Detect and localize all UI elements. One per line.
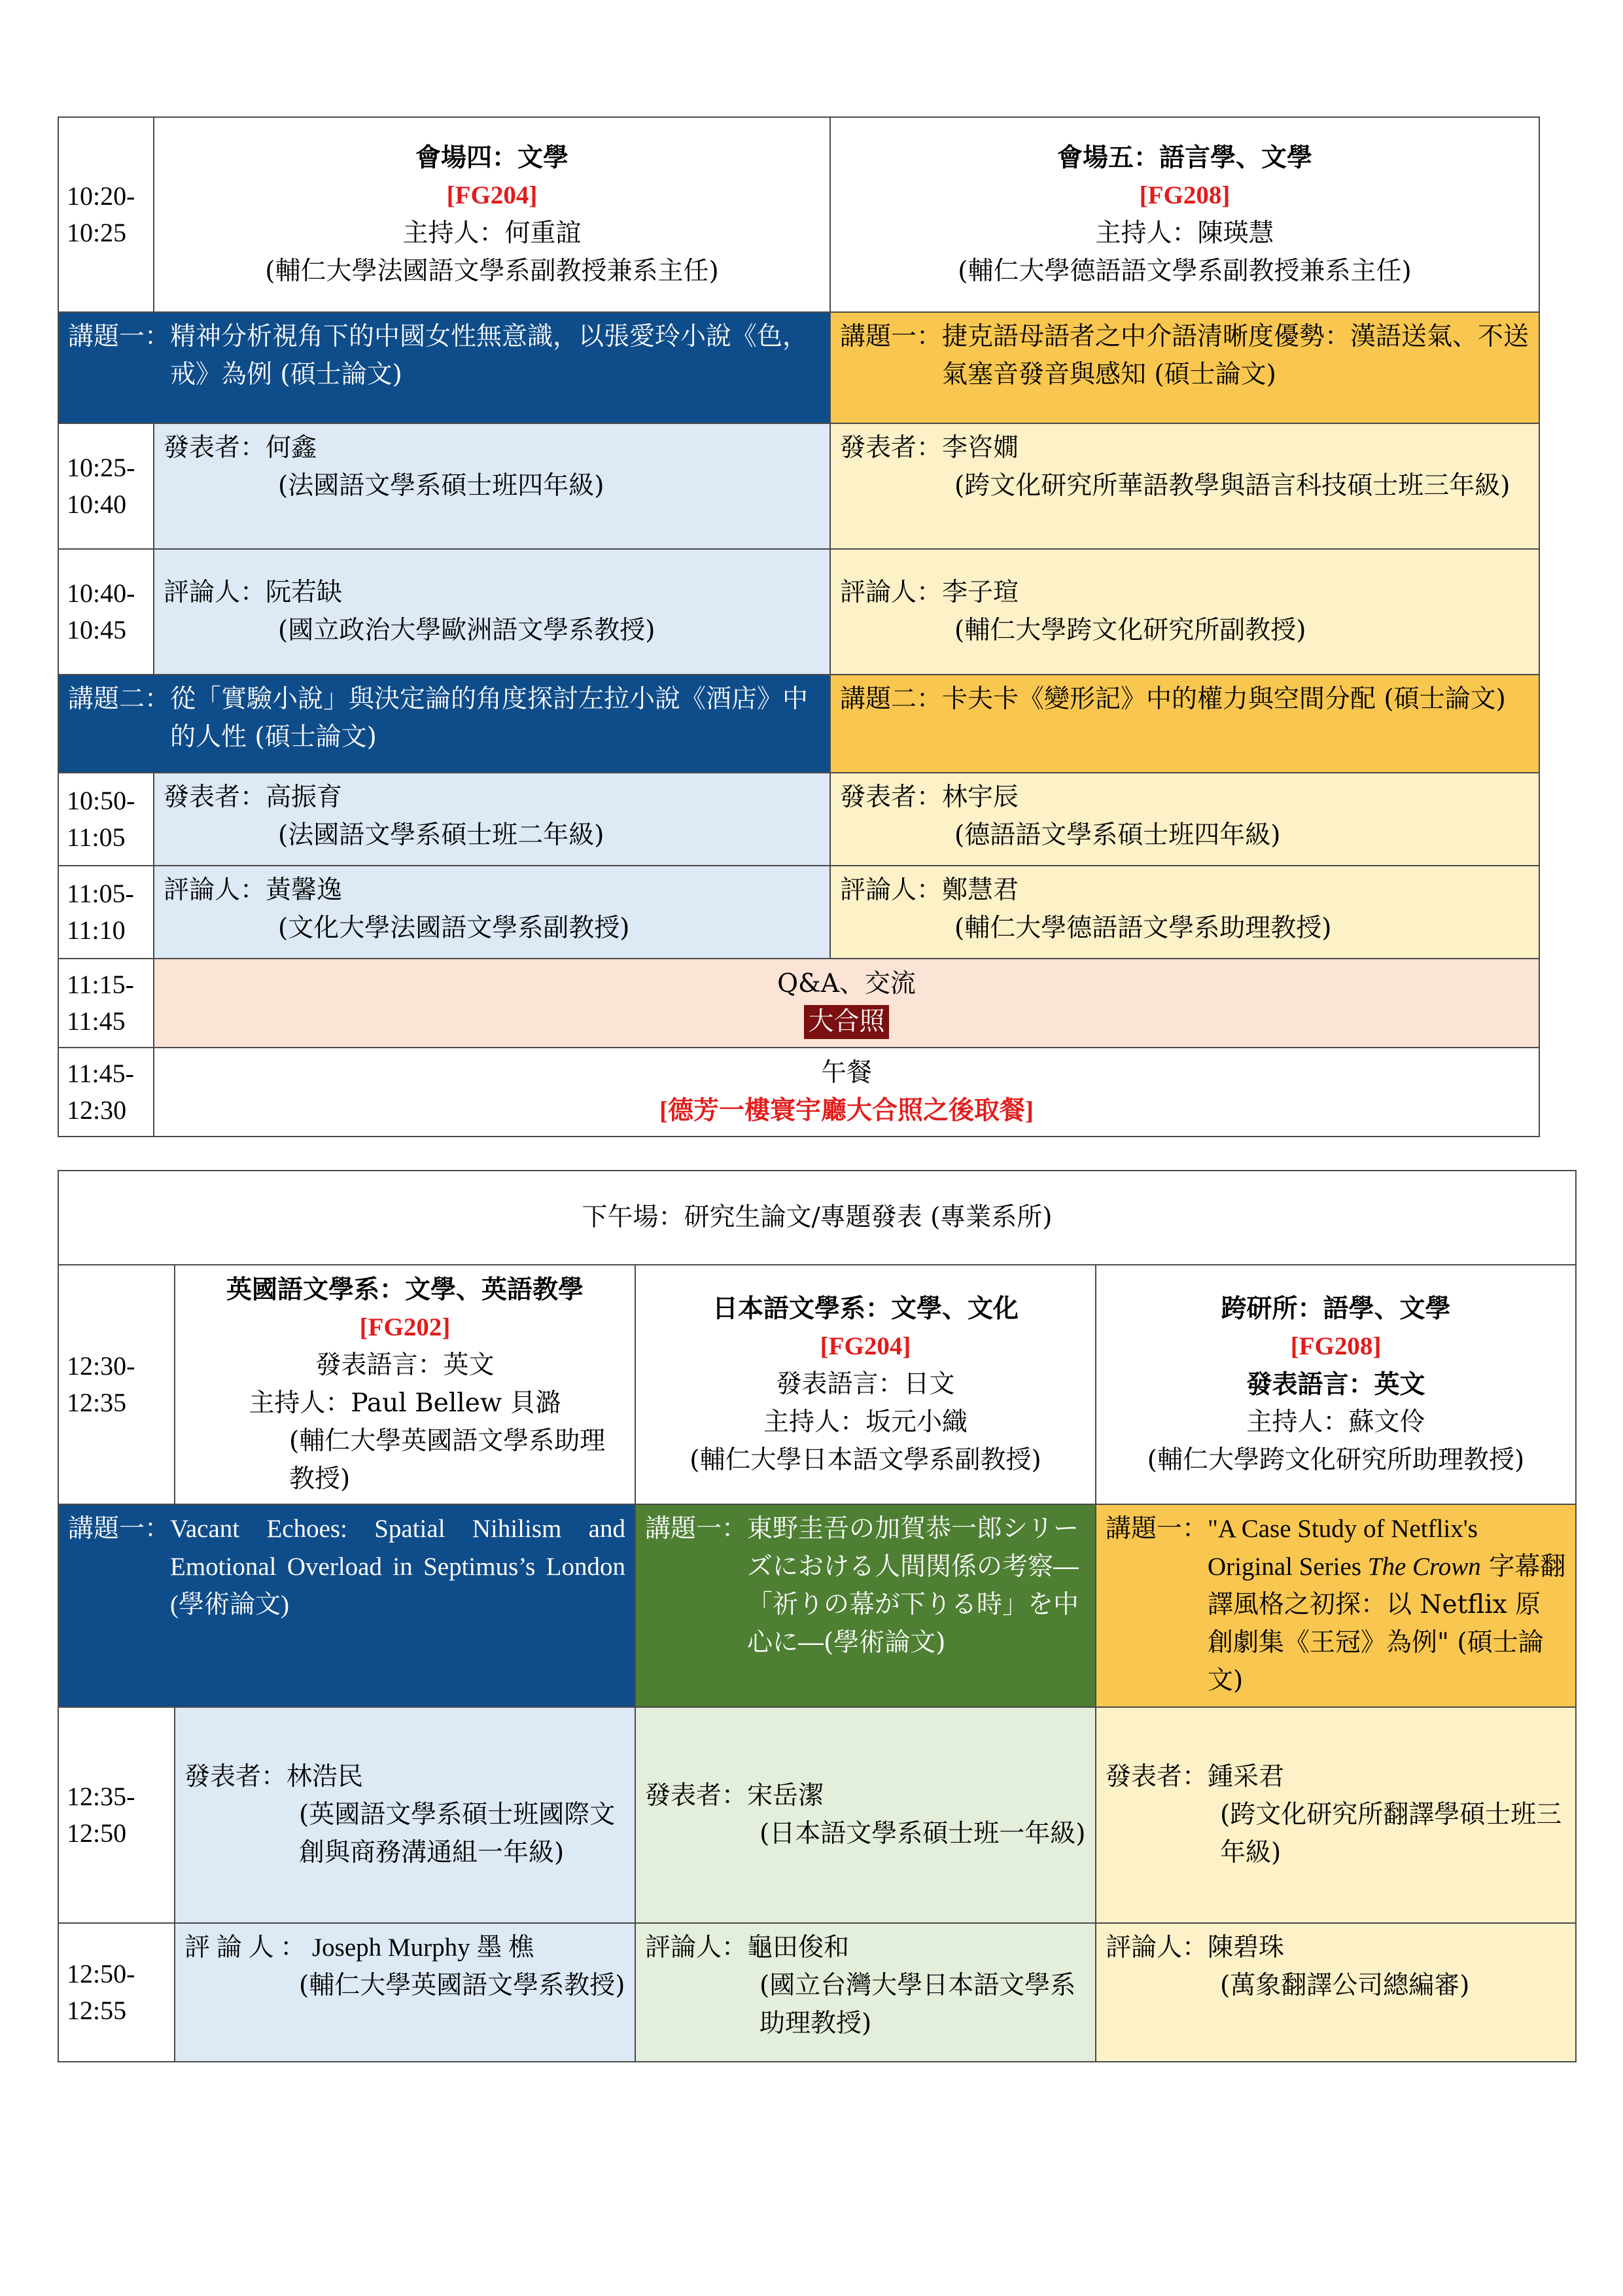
reviewer-affiliation: (文化大學法國語文學系副教授) [278,913,630,943]
time-cell: 11:15-11:45 [58,959,154,1048]
reviewer-cell [175,1923,635,2062]
time-cell: 10:20-10:25 [58,117,154,312]
reviewer-cell [154,866,830,959]
topic-two-row [58,675,1539,773]
cross-cultural-header [1096,1265,1576,1504]
lunch-cell [154,1048,1539,1137]
presenter-name: 發表者：高振育 [164,783,343,812]
reviewer-cell [635,1923,1096,2062]
reviewer-name: 評論人：阮若缺 [164,578,343,607]
venue-title: 日本語文學系：文學、文化 [712,1294,1019,1324]
afternoon-topic-row [58,1504,1576,1707]
reviewer-cell [154,549,830,675]
presenter-affiliation: (日本語文學系碩士班一年級) [759,1819,1086,1848]
venue-five-header [830,117,1539,312]
topic-label: 講題一： [68,1514,171,1544]
lunch-note: [德芳一樓寰宇廳大合照之後取餐] [659,1097,1034,1125]
reviewer-cell [1096,1923,1576,2062]
room-code: [FG208] [1139,181,1230,209]
topic-text: 捷克語母語者之中介語清晰度優勢：漢語送氣、不送氣塞音發音與感知 (碩士論文) [942,322,1529,389]
reviewer-affiliation: (國立政治大學歐洲語文學系教授) [278,616,655,645]
presentation-language: 發表語言：英文 [315,1351,495,1380]
venue-title: 會場四：文學 [415,143,568,173]
lunch-text: 午餐 [820,1058,872,1087]
topic-text: 東野圭吾の加賀恭一郎シリーズにおける人間関係の考察―「祈りの幕が下りる時」を中心に―(學術論文) [747,1514,1079,1657]
reviewer-affiliation: (國立台灣大學日本語文學系助理教授) [759,1971,1076,2038]
time-cell: 11:05-11:10 [58,866,154,959]
topic-two-right [830,675,1539,773]
afternoon-slot-row [58,1923,1576,2062]
presenter-affiliation: (法國語文學系碩士班四年級) [278,471,604,501]
topic-label: 講題一： [645,1514,748,1544]
afternoon-title-row [58,1171,1576,1265]
venue-four-header [154,117,830,312]
presenter-affiliation: (英國語文學系碩士班國際文創與商務溝通組一年級) [299,1800,616,1867]
reviewer-name: 評論人：李子瑄 [840,578,1019,607]
reviewer-name: 評論人：陳碧珠 [1106,1933,1285,1962]
reviewer-affiliation: (輔仁大學英國語文學系教授) [299,1971,625,2000]
host-name: 主持人：陳瑛慧 [1095,219,1274,248]
reviewer-cell [830,866,1539,959]
venue-title: 跨研所：語學、文學 [1221,1294,1451,1324]
presenter-cell [830,773,1539,866]
presenter-name: 發表者：鍾采君 [1106,1762,1285,1792]
room-code: [FG204] [446,181,538,209]
reviewer-affiliation: (輔仁大學德語語文學系助理教授) [954,913,1332,943]
topic-text: "A Case Study of Netflix's Original Series The Crown 字幕翻譯風格之初探：以 Netflix 原創劇集《王冠》為例" (碩士論文) [1208,1515,1566,1695]
afternoon-schedule-table [58,1170,1577,2062]
presentation-language: 發表語言：日文 [776,1369,955,1399]
room-code: [FG208] [1290,1332,1382,1360]
host-name: 主持人：坂元小織 [763,1407,968,1437]
presenter-cell [1096,1707,1576,1923]
qa-cell [154,959,1539,1048]
topic-label: 講題二： [840,684,943,714]
room-code: [FG204] [820,1332,911,1360]
presentation-language: 發表語言：英文 [1246,1369,1425,1400]
italic-title: The Crown [1367,1553,1481,1581]
time-cell: 12:50-12:55 [58,1923,175,2062]
group-photo-badge: 大合照 [804,1005,888,1039]
afternoon-slot-row [58,1707,1576,1923]
time-cell: 10:25-10:40 [58,423,154,549]
presenter-cell [175,1707,635,1923]
presenter-cell [154,423,830,549]
presenter-name: 發表者：宋岳潔 [645,1781,824,1810]
time-cell: 12:35-12:50 [58,1707,175,1923]
morning-header-row [58,117,1539,312]
presenter-affiliation: (法國語文學系碩士班二年級) [278,821,604,850]
presenter-name: 發表者：李咨嫺 [840,433,1019,463]
reviewer-cell [830,549,1539,675]
topic-text: 卡夫卡《變形記》中的權力與空間分配 (碩士論文) [942,684,1506,714]
time-cell: 10:50-11:05 [58,773,154,866]
topic-label: 講題一： [1106,1514,1208,1544]
slot-row [58,773,1539,866]
host-title: (輔仁大學日本語文學系副教授) [689,1445,1041,1475]
time-cell: 11:45-12:30 [58,1048,154,1137]
topic-one-left [58,312,830,423]
qa-text: Q&A、交流 [777,969,916,998]
host-name: 主持人：Paul Bellew 貝潞 [249,1388,561,1418]
topic-cross-cultural [1096,1504,1576,1707]
reviewer-affiliation: (萬象翻譯公司總編審) [1220,1971,1470,2000]
topic-one-right [830,312,1539,423]
topic-label: 講題一： [68,322,171,351]
lunch-row [58,1048,1539,1137]
venue-title: 英國語文學系：文學、英語教學 [226,1275,584,1305]
slot-row [58,423,1539,549]
presenter-cell [830,423,1539,549]
presenter-name: 發表者：林宇辰 [840,783,1019,812]
topic-english [58,1504,635,1707]
room-code: [FG202] [359,1313,451,1341]
presenter-cell [635,1707,1096,1923]
presenter-name: 發表者：何鑫 [164,433,317,463]
afternoon-header-row [58,1265,1576,1504]
topic-japanese [635,1504,1096,1707]
slot-row [58,866,1539,959]
time-cell: 12:30-12:35 [58,1265,175,1504]
topic-text: Vacant Echoes: Spatial Nihilism and Emotional Overload in Septimus’s London (學術論文) [170,1515,625,1619]
presenter-affiliation: (德語語文學系碩士班四年級) [954,821,1281,850]
slot-row [58,549,1539,675]
presenter-name: 發表者：林浩民 [184,1762,364,1792]
presenter-affiliation: (跨文化研究所翻譯學碩士班三年級) [1220,1800,1562,1867]
topic-label: 講題二： [68,684,171,714]
host-title: (輔仁大學跨文化研究所助理教授) [1147,1445,1525,1475]
reviewer-affiliation: (輔仁大學跨文化研究所副教授) [954,616,1306,645]
reviewer-name: 評論人：黃馨逸 [164,875,343,905]
japanese-dept-header [635,1265,1096,1504]
host-title: (輔仁大學德語語文學系副教授兼系主任) [958,256,1412,286]
qa-row [58,959,1539,1048]
time-cell: 10:40-10:45 [58,549,154,675]
host-title: (輔仁大學法國語文學系副教授兼系主任) [265,256,719,286]
afternoon-title: 下午場：研究生論文/專題發表 (專業系所) [58,1171,1576,1265]
topic-label: 講題一： [840,322,943,351]
topic-text: 從「實驗小說」與決定論的角度探討左拉小說《酒店》中的人性 (碩士論文) [170,684,809,752]
host-name: 主持人：何重誼 [402,219,582,248]
host-title: (輔仁大學英國語文學系助理教授) [289,1426,606,1494]
topic-one-row [58,312,1539,423]
morning-schedule-table [58,116,1540,1137]
presenter-cell [154,773,830,866]
english-dept-header [175,1265,635,1504]
topic-two-left [58,675,830,773]
reviewer-name: 評 論 人 ： Joseph Murphy 墨 樵 [184,1934,534,1962]
host-name: 主持人：蘇文伶 [1246,1407,1425,1437]
presenter-affiliation: (跨文化研究所華語教學與語言科技碩士班三年級) [954,471,1510,501]
reviewer-name: 評論人：鄭慧君 [840,875,1019,905]
venue-title: 會場五：語言學、文學 [1056,143,1312,173]
topic-text: 精神分析視角下的中國女性無意識，以張愛玲小說《色，戒》為例 (碩士論文) [170,322,809,389]
reviewer-name: 評論人：龜田俊和 [645,1933,850,1962]
